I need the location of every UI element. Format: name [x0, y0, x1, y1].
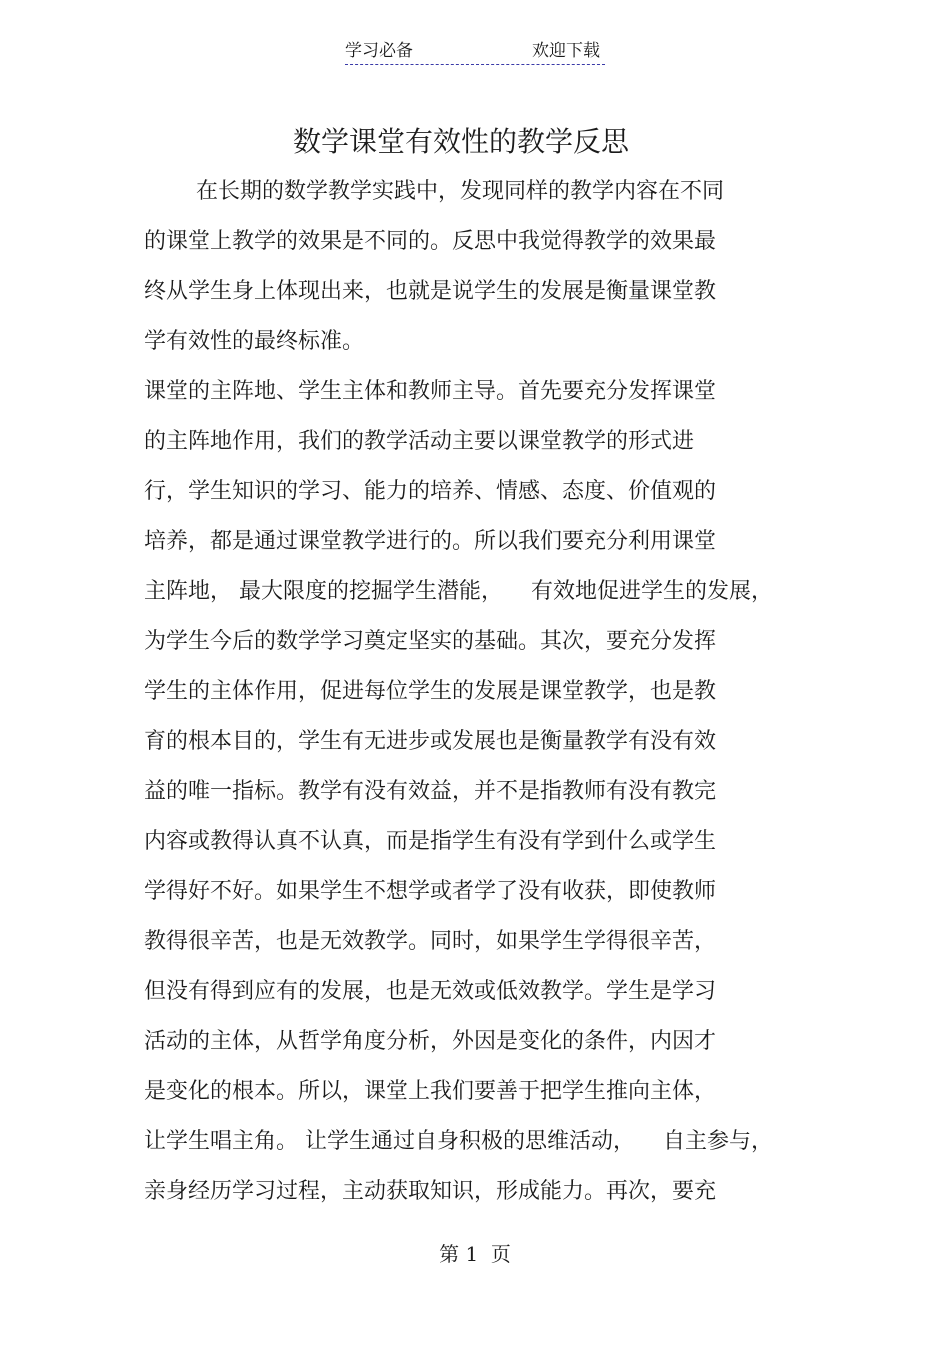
- document-title: 数学课堂有效性的教学反思: [292, 125, 629, 158]
- paragraph-line: 行，学生知识的学习、能力的培养、情感、态度、价值观的: [144, 479, 717, 504]
- paragraph-line: 为学生今后的数学学习奠定坚实的基础。其次，要充分发挥: [144, 629, 717, 654]
- paragraph-line: 学生的主体作用，促进每位学生的发展是课堂教学，也是教: [144, 679, 717, 704]
- header-right-text: 欢迎下载: [532, 41, 600, 61]
- header-left-text: 学习必备: [345, 41, 413, 61]
- paragraph-line: 教得很辛苦，也是无效教学。同时，如果学生学得很辛苦，: [144, 929, 717, 954]
- paragraph-line: 主阵地， 最大限度的挖掘学生潜能， 有效地促进学生的发展，: [144, 579, 773, 604]
- paragraph-line: 亲身经历学习过程，主动获取知识，形成能力。再次，要充: [144, 1179, 717, 1204]
- paragraph-line: 内容或教得认真不认真，而是指学生有没有学到什么或学生: [144, 829, 717, 854]
- paragraph-line: 课堂的主阵地、学生主体和教师主导。首先要充分发挥课堂: [144, 379, 717, 404]
- paragraph-line: 益的唯一指标。教学有没有效益，并不是指教师有没有教完: [144, 779, 717, 804]
- paragraph-line: 的主阵地作用，我们的教学活动主要以课堂教学的形式进: [144, 429, 695, 454]
- paragraph-line: 的课堂上教学的效果是不同的。反思中我觉得教学的效果最: [144, 229, 717, 254]
- paragraph-line: 培养，都是通过课堂教学进行的。所以我们要充分利用课堂: [144, 529, 717, 554]
- paragraph-line: 但没有得到应有的发展，也是无效或低效教学。学生是学习: [144, 979, 717, 1004]
- paragraph-line: 终从学生身上体现出来，也就是说学生的发展是衡量课堂教: [144, 279, 717, 304]
- paragraph-line: 是变化的根本。所以，课堂上我们要善于把学生推向主体，: [144, 1079, 717, 1104]
- paragraph-line: 学得好不好。如果学生不想学或者学了没有收获，即使教师: [144, 879, 717, 904]
- paragraph-line: 活动的主体，从哲学角度分析，外因是变化的条件，内因才: [144, 1029, 717, 1054]
- paragraph-line: 在长期的数学教学实践中，发现同样的教学内容在不同: [196, 179, 725, 204]
- paragraph-line: 学有效性的最终标准。: [144, 329, 365, 354]
- paragraph-line: 育的根本目的，学生有无进步或发展也是衡量教学有没有效: [144, 729, 717, 754]
- page-number: 第 1 页: [439, 1242, 511, 1266]
- paragraph-line: 让学生唱主角。 让学生通过自身积极的思维活动， 自主参与，: [144, 1129, 773, 1154]
- page-header: [345, 40, 605, 65]
